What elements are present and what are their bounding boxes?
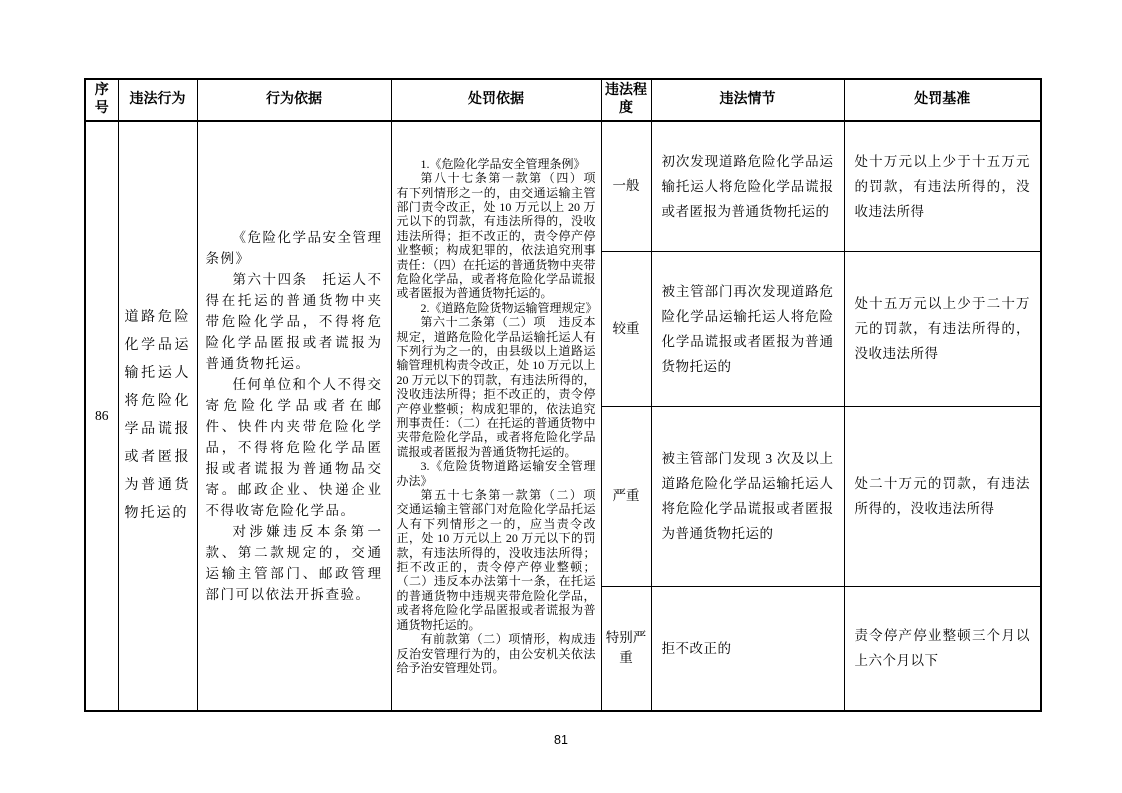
degree-cell: 一般 [601, 121, 651, 251]
table-row [85, 121, 1041, 251]
header-circumstance: 违法情节 [651, 79, 844, 121]
penalty-basis-cell [391, 121, 608, 711]
paragraph: 任何单位和个人不得交寄危险化学品或者在邮件、快件内夹带危险化学品，不得将危险化学品匿报或者谎报为普通物品交寄。邮政企业、快递企业不得收寄危险化学品。 [205, 377, 383, 518]
paragraph: 第六十四条 托运人不得在托运的普通货物中夹带危险化学品，不得将危险化学品匿报或者谎报为普通货物托运。 [205, 272, 383, 371]
behavior-basis-cell [197, 121, 391, 711]
page-number: 81 [554, 733, 568, 747]
table-header-row [85, 79, 1041, 121]
behavior-cell: 道路危险化学品运输托运人将危险化学品谎报或者匿报为普通货物托运的 [118, 121, 197, 711]
circumstance-cell: 拒不改正的 [651, 586, 844, 711]
paragraph: 2.《道路危险货物运输管理规定》 [420, 300, 598, 315]
penalty-standards-table [84, 78, 1042, 712]
paragraph: 1.《危险化学品安全管理条例》 [420, 156, 586, 171]
standard-cell: 责令停产停业整顿三个月以上六个月以下 [844, 586, 1041, 711]
degree-cell: 特别严重 [601, 586, 651, 711]
standard-cell: 处十万元以上少于十五万元的罚款，有违法所得的，没收违法所得 [844, 121, 1041, 251]
circumstance-cell: 初次发现道路危险化学品运输托运人将危险化学品谎报或者匿报为普通货物托运的 [651, 121, 844, 251]
header-degree: 违法程度 [601, 79, 651, 121]
paragraph: 第五十七条第一款第（二）项 交通运输主管部门对危险化学品托运人有下列情形之一的，应当责令改正，处 10 万元以上 20 万元以下的罚款，有违法所得的，没收违法所得；拒不改正的，责令停产停业整顿；（二）违反本办法第十一条，在托运的普通货物中违规夹带危险化学品，或者将危险化学品匿报或者谎报为普通货物托运的。 [396, 488, 608, 632]
degree-cell: 严重 [601, 406, 651, 586]
paragraph: 有前款第（二）项情形，构成违反治安管理行为的，由公安机关依法给予治安管理处罚。 [396, 632, 596, 675]
standard-cell: 处十五万元以上少于二十万元的罚款，有违法所得的，没收违法所得 [844, 251, 1041, 406]
seq-cell: 86 [85, 121, 118, 711]
circumstance-cell: 被主管部门再次发现道路危险化学品运输托运人将危险化学品谎报或者匿报为普通货物托运的 [651, 251, 844, 406]
circumstance-cell: 被主管部门发现 3 次及以上道路危险化学品运输托运人将危险化学品谎报或者匿报为普通货物托运的 [651, 406, 844, 586]
standard-cell: 处二十万元的罚款，有违法所得的，没收违法所得 [844, 406, 1041, 586]
paragraph: 第六十二条第（二）项 违反本规定，道路危险化学品运输托运人有下列行为之一的，由县级以上道路运输管理机构责令改正，处 10 万元以上 20 万元以下的罚款，有违法所得的，没收违法所得；拒不改正的，责令停产停业整顿；构成犯罪的，依法追究刑事责任：（二）在托运的普通货物中夹带危险化学品，或者将危险化学品谎报或者匿报为普通货物托运的。 [396, 315, 596, 459]
degree-cell: 较重 [601, 251, 651, 406]
paragraph: 第八十七条第一款第（四）项 有下列情形之一的，由交通运输主管部门责令改正，处 10 万元以上 20 万元以下的罚款，有违法所得的，没收违法所得；拒不改正的，责令停产停业整顿；构成犯罪的，依法追究刑事责任：（四）在托运的普通货物中夹带危险化学品，或者将危险化学品谎报或者匿报为普通货物托运的。 [396, 171, 608, 301]
header-penalty-basis: 处罚依据 [391, 79, 601, 121]
paragraph: 《危险化学品安全管理条例》 [205, 230, 383, 266]
header-seq: 序号 [85, 79, 118, 121]
header-standard: 处罚基准 [844, 79, 1041, 121]
header-behavior-basis: 行为依据 [197, 79, 391, 121]
paragraph: 3.《危险货物道路运输安全管理办法》 [396, 459, 596, 488]
header-behavior: 违法行为 [118, 79, 197, 121]
paragraph: 对涉嫌违反本条第一款、第二款规定的，交通运输主管部门、邮政管理部门可以依法开拆查验。 [205, 524, 383, 602]
